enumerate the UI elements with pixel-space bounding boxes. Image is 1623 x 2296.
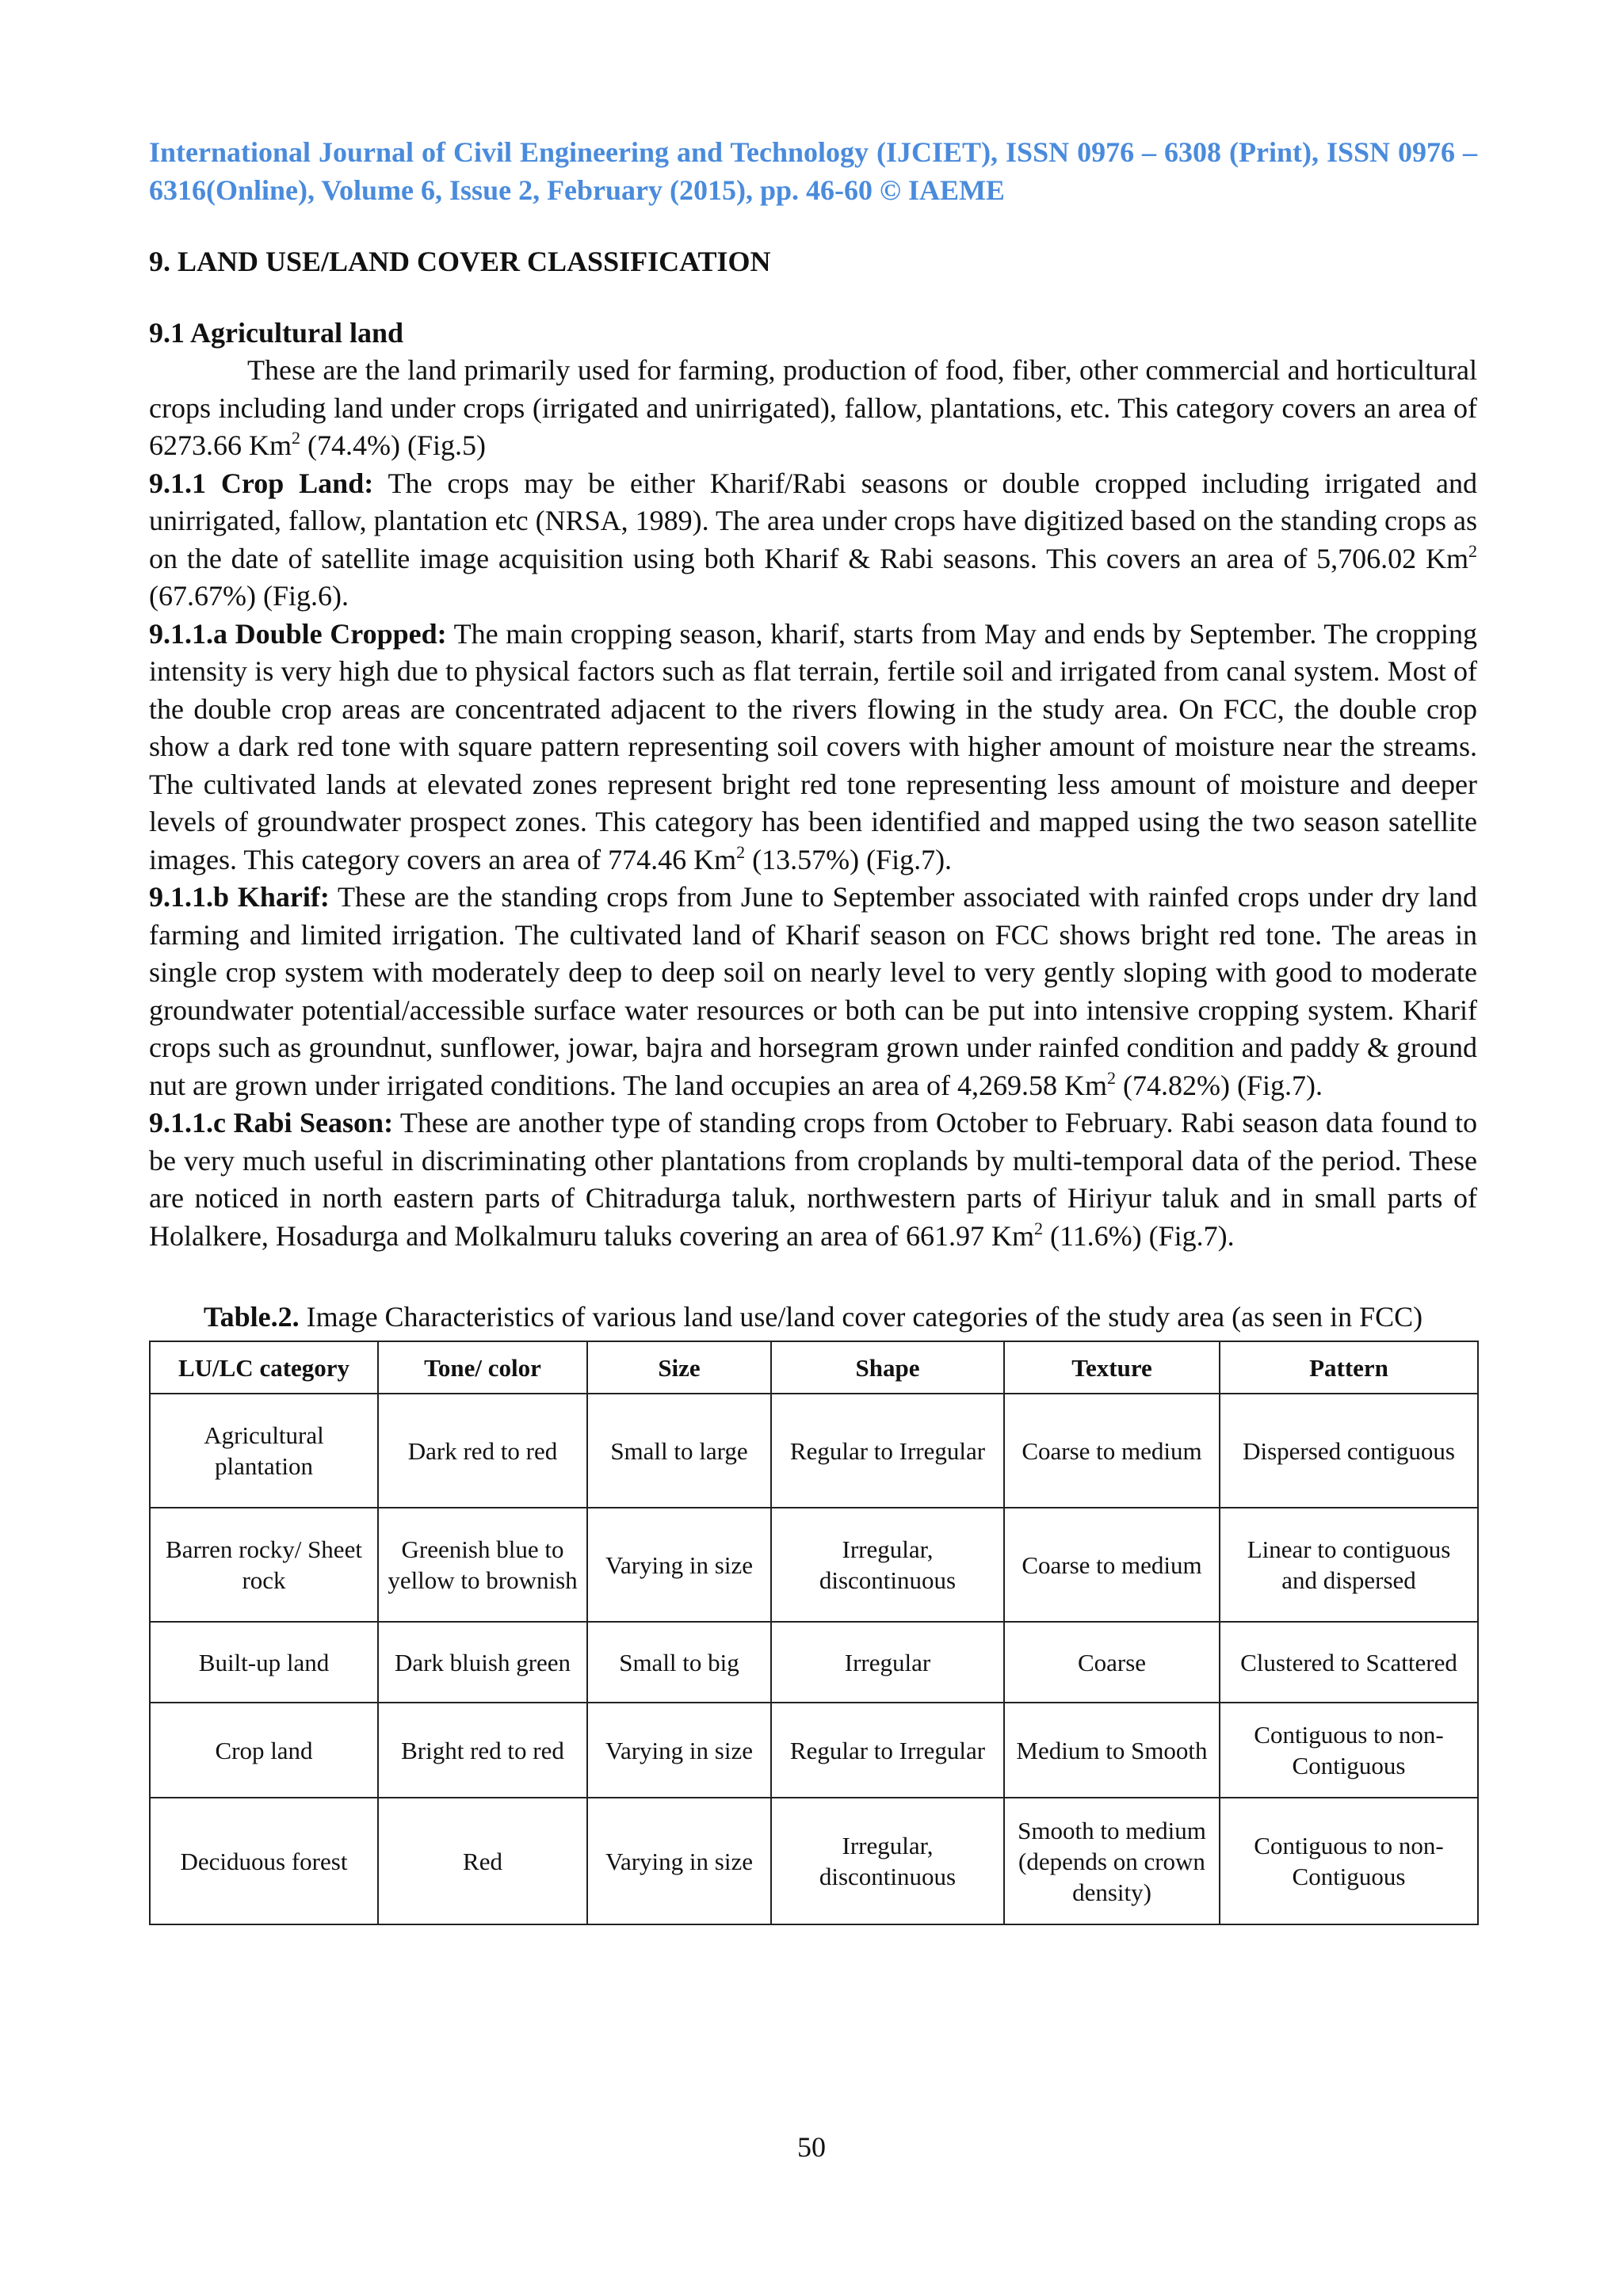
paragraph-text: These are another type of standing crops from October to February. Rabi season data found to be very much useful in discriminating other plantations from croplands by multi-temporal data of the period. These are noticed in north eastern parts of Chitradurga taluk, northwestern parts of Hiriyur taluk and in small parts of Holalkere, Hosadurga and Molkalmuru taluks covering an area of 661.97 Km — [149, 1107, 1477, 1252]
table-caption-text: Image Characteristics of various land use/land cover categories of the study area (as seen in FCC) — [299, 1301, 1423, 1333]
paragraph-text-end: (74.82%) (Fig.7). — [1115, 1069, 1323, 1101]
superscript: 2 — [736, 841, 746, 862]
paragraph-text-end: (67.67%) (Fig.6). — [149, 580, 349, 612]
table-cell: Dispersed contiguous — [1220, 1394, 1478, 1508]
paragraph-heading: 9.1.1.c Rabi Season: — [149, 1107, 394, 1138]
rabi-paragraph — [149, 1104, 1477, 1255]
paragraph-text: These are the land primarily used for farming, production of food, fiber, other commercial and horticultural crops including land under crops (irrigated and unirrigated), fallow, plantations, etc. This category covers an area of 6273.66 Km — [149, 354, 1477, 461]
table-cell: Coarse — [1004, 1622, 1220, 1703]
table-row — [150, 1394, 1478, 1508]
superscript: 2 — [1106, 1067, 1116, 1088]
agricultural-land-paragraph — [149, 352, 1477, 465]
paragraph-heading: 9.1.1.b Kharif: — [149, 881, 330, 913]
paragraph-text-end: (11.6%) (Fig.7). — [1043, 1219, 1235, 1252]
table-cell: Red — [378, 1798, 587, 1924]
section-title: 9. LAND USE/LAND COVER CLASSIFICATION — [149, 246, 771, 277]
superscript: 2 — [1034, 1218, 1044, 1238]
table-cell: Clustered to Scattered — [1220, 1622, 1478, 1703]
superscript: 2 — [292, 428, 300, 448]
column-header: Shape — [771, 1341, 1004, 1394]
table-cell: Linear to contiguous and dispersed — [1220, 1508, 1478, 1622]
table-cell: Small to large — [587, 1394, 771, 1508]
table-header-row — [150, 1341, 1478, 1394]
table-cell: Regular to Irregular — [771, 1703, 1004, 1798]
paragraph-text: The main cropping season, kharif, starts from May and ends by September. The cropping intensity is very high due to physical factors such as flat terrain, fertile soil and irrigated from canal system. Most of the double crop areas are concentrated adjacent to the rivers flowing in the study area. On FCC, the double crop show a dark red tone with square pattern representing soil covers with higher amount of moisture near the streams. The cultivated lands at elevated zones represent bright red tone representing less amount of moisture and deeper levels of groundwater prospect zones. This category has been identified and mapped using the two season satellite images. This category covers an area of 774.46 Km — [149, 617, 1477, 875]
kharif-paragraph — [149, 879, 1477, 1104]
table-cell: Crop land — [150, 1703, 378, 1798]
paragraph-heading: 9.1.1.a Double Cropped: — [149, 617, 447, 650]
table-row — [150, 1703, 1478, 1798]
table-row — [150, 1622, 1478, 1703]
table-cell: Coarse to medium — [1004, 1508, 1220, 1622]
table-cell: Deciduous forest — [150, 1798, 378, 1924]
page-body — [149, 133, 1477, 1925]
subsection-title: 9.1 Agricultural land — [149, 317, 404, 349]
column-header: Pattern — [1220, 1341, 1478, 1394]
column-header: LU/LC category — [150, 1341, 378, 1394]
lulc-characteristics-table — [149, 1341, 1479, 1925]
table-cell: Irregular, discontinuous — [771, 1798, 1004, 1924]
table-cell: Medium to Smooth — [1004, 1703, 1220, 1798]
paragraph-heading: 9.1.1 Crop Land: — [149, 467, 374, 499]
table-cell: Dark red to red — [378, 1394, 587, 1508]
table-cell: Greenish blue to yellow to brownish — [378, 1508, 587, 1622]
page-number: 50 — [797, 2131, 826, 2163]
table-cell: Agricultural plantation — [150, 1394, 378, 1508]
double-cropped-paragraph — [149, 616, 1477, 879]
table-cell: Varying in size — [587, 1703, 771, 1798]
table-cell: Contiguous to non-Contiguous — [1220, 1798, 1478, 1924]
table-cell: Barren rocky/ Sheet rock — [150, 1508, 378, 1622]
column-header: Tone/ color — [378, 1341, 587, 1394]
table-cell: Bright red to red — [378, 1703, 587, 1798]
table-row — [150, 1508, 1478, 1622]
superscript: 2 — [1468, 540, 1477, 561]
table-cell: Regular to Irregular — [771, 1394, 1004, 1508]
crop-land-paragraph — [149, 465, 1477, 616]
table-row — [150, 1798, 1478, 1924]
paragraph-text: These are the standing crops from June to September associated with rainfed crops under dry land farming and limited irrigation. The cultivated land of Kharif season on FCC shows bright red tone. The areas in single crop system with moderately deep to deep soil on nearly level to very gently sloping with good to moderate groundwater potential/accessible surface water resources or both can be put into intensive cropping system. Kharif crops such as groundnut, sunflower, jowar, bajra and horsegram grown under rainfed condition and paddy & ground nut are grown under irrigated conditions. The land occupies an area of 4,269.58 Km — [149, 881, 1477, 1101]
table-cell: Irregular, discontinuous — [771, 1508, 1004, 1622]
table-cell: Small to big — [587, 1622, 771, 1703]
paragraph-text-end: (13.57%) (Fig.7). — [745, 843, 953, 875]
column-header: Size — [587, 1341, 771, 1394]
table-cell: Contiguous to non-Contiguous — [1220, 1703, 1478, 1798]
table-cell: Coarse to medium — [1004, 1394, 1220, 1508]
paragraph-text-end: (74.4%) (Fig.5) — [300, 429, 486, 461]
table-caption — [149, 1301, 1477, 1333]
table-cell: Dark bluish green — [378, 1622, 587, 1703]
paragraph-text: The crops may be either Kharif/Rabi seasons or double cropped including irrigated and unirrigated, fallow, plantation etc (NRSA, 1989). The area under crops have digitized based on the standing crops as on the date of satellite image acquisition using both Kharif & Rabi seasons. This covers an area of 5,706.02 Km — [149, 467, 1477, 574]
table-cell: Varying in size — [587, 1508, 771, 1622]
table-cell: Smooth to medium (depends on crown density) — [1004, 1798, 1220, 1924]
table-cell: Built-up land — [150, 1622, 378, 1703]
table-cell: Irregular — [771, 1622, 1004, 1703]
journal-header: International Journal of Civil Engineering and Technology (IJCIET), ISSN 0976 – 6308 (Print), ISSN 0976 – 6316(Online), Volume 6, Issue 2, February (2015), pp. 46-60 © IAEME — [149, 136, 1477, 206]
table-caption-label: Table.2. — [203, 1301, 300, 1333]
table-cell: Varying in size — [587, 1798, 771, 1924]
column-header: Texture — [1004, 1341, 1220, 1394]
